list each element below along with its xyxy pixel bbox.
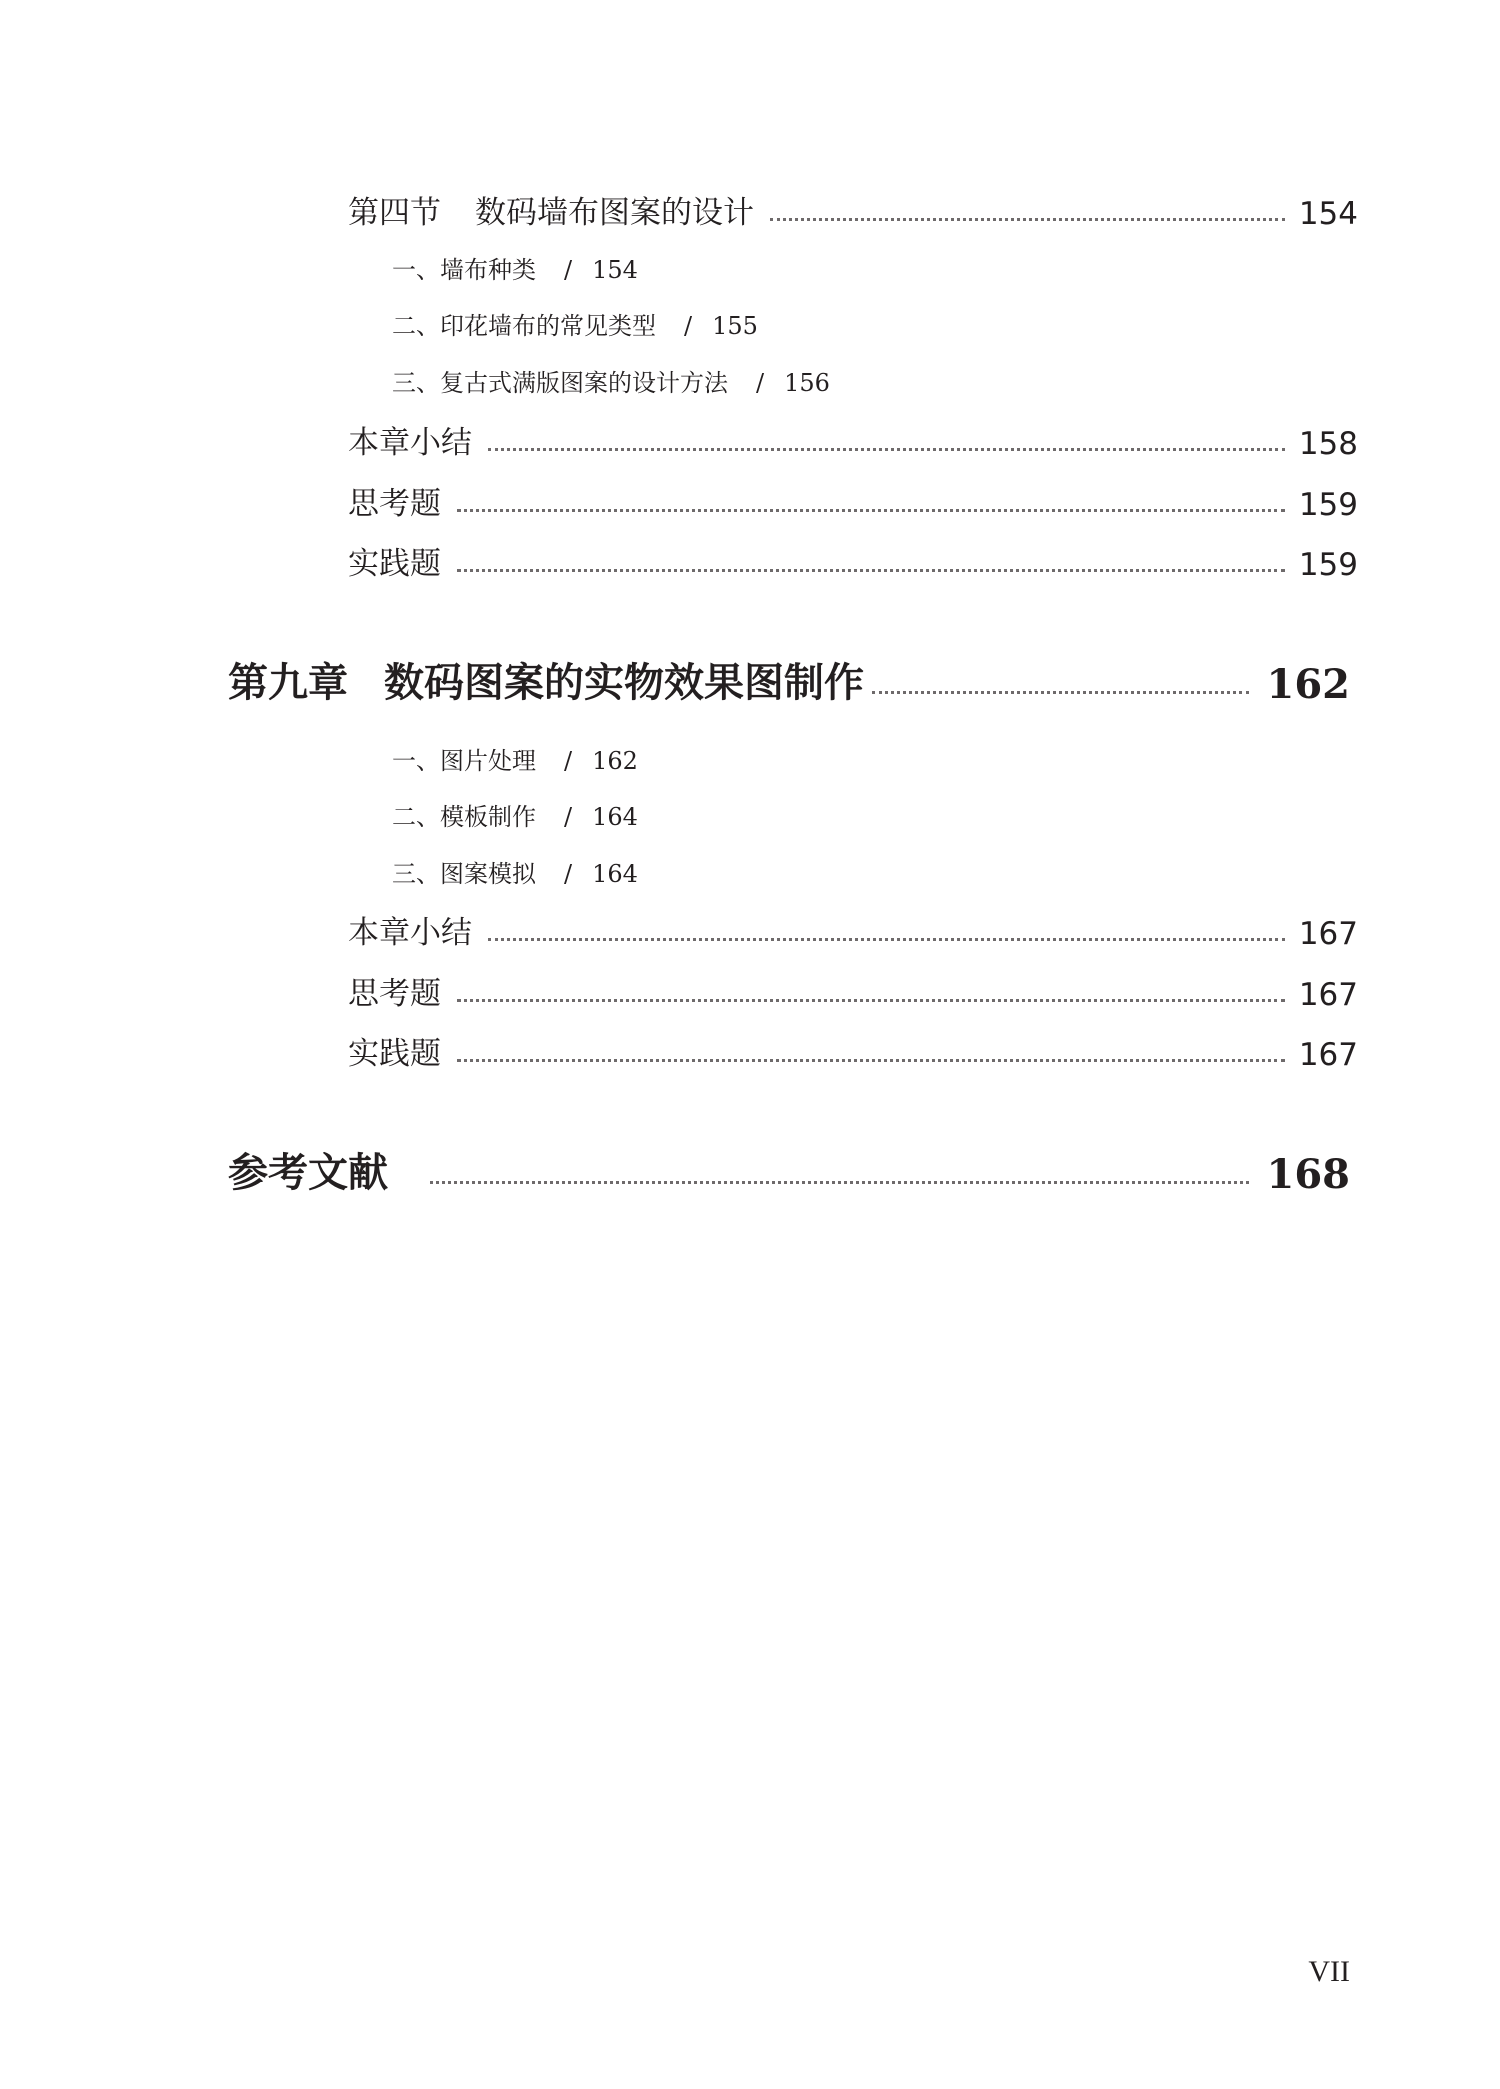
page-number: 167 <box>1298 916 1358 952</box>
folio-page-number: VII <box>1308 1955 1350 1988</box>
slash-separator: / <box>564 860 573 888</box>
page-number: 154 <box>592 256 638 284</box>
subitem-label: 一、图片处理 <box>392 747 536 775</box>
toc-entry-questions[interactable] <box>348 481 1358 523</box>
toc-entry-chapter-9[interactable] <box>228 656 1350 708</box>
subitem-label: 二、印花墙布的常见类型 <box>392 312 656 340</box>
toc-entry-questions[interactable] <box>348 971 1358 1013</box>
subitem-label: 二、模板制作 <box>392 803 536 831</box>
toc-entry-references[interactable] <box>228 1146 1350 1198</box>
toc-subitem[interactable] <box>392 309 758 343</box>
page-number: 158 <box>1298 426 1358 462</box>
toc-entry-summary[interactable] <box>348 420 1358 462</box>
slash-separator: / <box>564 256 573 284</box>
page-number: 154 <box>1298 196 1358 232</box>
dot-leader <box>430 1181 1249 1184</box>
entry-label: 本章小结 <box>348 915 472 951</box>
page-number: 164 <box>592 860 638 888</box>
entry-label: 实践题 <box>348 1036 441 1072</box>
page-number: 159 <box>1298 487 1358 523</box>
toc-entry-practice[interactable] <box>348 1031 1358 1073</box>
dot-leader <box>488 448 1285 451</box>
dot-leader <box>457 999 1285 1002</box>
dot-leader <box>457 569 1285 572</box>
toc-entry-practice[interactable] <box>348 541 1358 583</box>
dot-leader <box>488 938 1285 941</box>
page-number: 168 <box>1266 1151 1350 1198</box>
page-number: 155 <box>712 312 758 340</box>
entry-label: 参考文献 <box>228 1149 388 1196</box>
toc-subitem[interactable] <box>392 800 638 834</box>
chapter-title: 数码图案的实物效果图制作 <box>384 659 864 706</box>
subitem-label: 三、图案模拟 <box>392 860 536 888</box>
slash-separator: / <box>564 747 573 775</box>
page-number: 162 <box>1266 661 1350 708</box>
toc-subitem[interactable] <box>392 744 638 778</box>
toc-entry-summary[interactable] <box>348 910 1358 952</box>
page-number: 162 <box>592 747 638 775</box>
entry-label: 本章小结 <box>348 425 472 461</box>
slash-separator: / <box>756 369 765 397</box>
dot-leader <box>872 691 1249 694</box>
toc-subitem[interactable] <box>392 366 830 400</box>
page-number: 156 <box>784 369 830 397</box>
entry-label: 实践题 <box>348 546 441 582</box>
dot-leader <box>457 509 1285 512</box>
subitem-label: 一、墙布种类 <box>392 256 536 284</box>
section-number: 第四节 <box>348 195 441 231</box>
dot-leader <box>457 1059 1285 1062</box>
toc-subitem[interactable] <box>392 857 638 891</box>
chapter-number: 第九章 <box>228 659 348 706</box>
page-number: 167 <box>1298 977 1358 1013</box>
slash-separator: / <box>684 312 693 340</box>
toc-subitem[interactable] <box>392 253 638 287</box>
page-number: 164 <box>592 803 638 831</box>
entry-label: 思考题 <box>348 486 441 522</box>
dot-leader <box>770 218 1285 221</box>
subitem-label: 三、复古式满版图案的设计方法 <box>392 369 728 397</box>
section-title: 数码墙布图案的设计 <box>475 195 754 231</box>
toc-entry-section-4[interactable] <box>348 190 1358 232</box>
page-number: 159 <box>1298 547 1358 583</box>
page-number: 167 <box>1298 1037 1358 1073</box>
entry-label: 思考题 <box>348 976 441 1012</box>
section-heading <box>348 187 754 232</box>
chapter-heading <box>228 651 864 708</box>
slash-separator: / <box>564 803 573 831</box>
